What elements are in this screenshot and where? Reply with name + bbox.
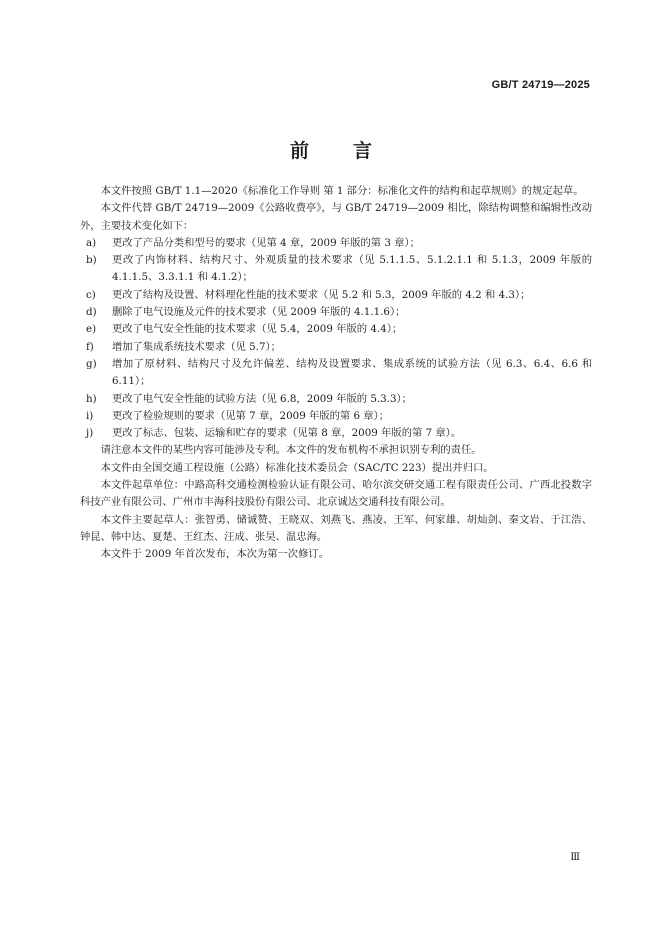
change-item <box>80 408 592 425</box>
list-marker: f) <box>86 340 94 353</box>
change-text: 更改了结构及设置、材料理化性能的技术要求（见 5.2 和 5.3，2009 年版的 4.2 和 4.3）； <box>112 288 531 301</box>
list-marker: b) <box>86 254 97 267</box>
change-item <box>80 321 592 338</box>
intro-paragraph: 本文件按照 GB/T 1.1—2020《标准化工作导则 第 1 部分：标准化文件的结构和起草规则》的规定起草。 <box>100 185 584 197</box>
committee-statement: 本文件由全国交通工程设施（公路）标准化技术委员会（SAC/TC 223）提出并归口。 <box>100 461 494 474</box>
standard-code: GB/T 24719—2025 <box>491 79 590 91</box>
list-marker: d) <box>86 306 97 319</box>
change-item <box>80 287 592 304</box>
change-item <box>80 425 592 442</box>
drafting-organizations: 本文件起草单位：中路高科交通检测检验认证有限公司、哈尔滨交研交通工程有限责任公司、广西北投数字科技产业有限公司、广州市丰海科技股份有限公司、北京诚达交通科技有限公司。 <box>80 479 592 509</box>
change-item <box>80 252 592 287</box>
change-text: 更改了电气安全性能的技术要求（见 5.4，2009 年版的 4.4）； <box>112 323 403 336</box>
title-char-1: 前 <box>289 140 309 162</box>
change-text: 增加了集成系统技术要求（见 5.7）； <box>112 340 281 353</box>
list-marker: j) <box>86 427 94 440</box>
page-number: Ⅲ <box>570 852 580 863</box>
change-text: 更改了内饰材料、结构尺寸、外观质量的技术要求（见 5.1.1.5、5.1.2.1.1 和 5.1.3，2009 年版的 4.1.1.5、3.3.1.1 和 4.1.2）； <box>112 254 592 284</box>
change-item <box>80 391 592 408</box>
change-text: 更改了产品分类和型号的要求（见第 4 章，2009 年版的第 3 章）； <box>112 236 420 249</box>
change-text: 更改了检验规则的要求（见第 7 章，2009 年版的第 6 章）； <box>112 409 390 422</box>
list-marker: h) <box>86 392 97 405</box>
patent-notice: 请注意本文件的某些内容可能涉及专利。本文件的发布机构不承担识别专利的责任。 <box>100 444 482 457</box>
list-marker: a) <box>86 236 97 249</box>
change-text: 更改了标志、包装、运输和贮存的要求（见第 8 章，2009 年版的第 7 章）。 <box>112 427 462 440</box>
change-item <box>80 304 592 321</box>
list-marker: g) <box>86 357 97 370</box>
change-text: 删除了电气设施及元件的技术要求（见 2009 年版的 4.1.1.6）； <box>112 306 406 319</box>
publication-history: 本文件于 2009 年首次发布，本次为第一次修订。 <box>100 548 329 561</box>
title-char-2: 言 <box>353 140 373 162</box>
page-title <box>0 136 662 163</box>
change-text: 增加了原材料、结构尺寸及允许偏差、结构及设置要求、集成系统的试验方法（见 6.3、6.4、6.6 和 6.11）； <box>112 357 592 388</box>
list-marker: i) <box>86 409 94 422</box>
change-item <box>80 235 592 252</box>
intro-paragraph: 本文件代替 GB/T 24719—2009《公路收费亭》，与 GB/T 24719—2009 相比，除结构调整和编辑性改动外，主要技术变化如下： <box>80 202 592 232</box>
change-item <box>80 356 592 391</box>
list-marker: c) <box>86 288 96 301</box>
drafters: 本文件主要起草人：张智勇、储诚赞、王晓双、刘燕飞、燕凌、王军、何家雄、胡灿剑、秦文岩、于江浩、钟昆、韩中达、夏楚、王红杰、汪成、张昊、温忠海。 <box>80 513 592 543</box>
change-text: 更改了电气安全性能的试验方法（见 6.8，2009 年版的 5.3.3）； <box>112 392 412 405</box>
foreword-body <box>80 183 592 564</box>
change-item <box>80 339 592 356</box>
list-marker: e) <box>86 323 97 336</box>
